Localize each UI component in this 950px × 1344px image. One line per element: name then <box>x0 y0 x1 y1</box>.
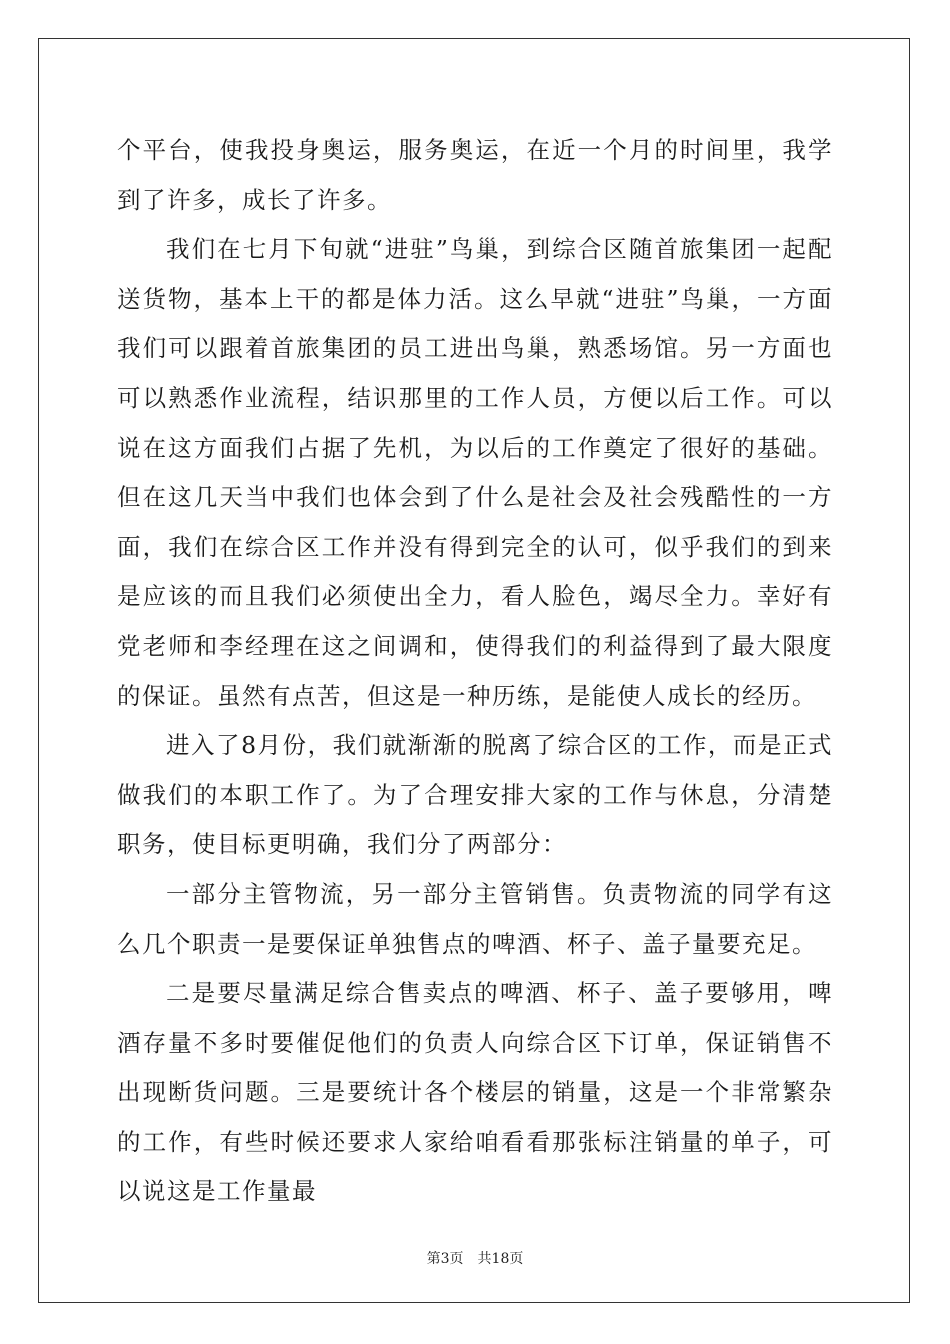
document-body <box>117 126 833 1217</box>
paragraph-5: 二是要尽量满足综合售卖点的啤酒、杯子、盖子要够用，啤酒存量不多时要催促他们的负责人向综合区下订单，保证销售不出现断货问题。三是要统计各个楼层的销量，这是一个非常繁杂的工作，有些时候还要求人家给咱看看那张标注销量的单子，可以说这是工作量最 <box>117 979 833 1206</box>
paragraph-2: 我们在七月下旬就“进驻”鸟巢，到综合区随首旅集团一起配送货物，基本上干的都是体力活。这么早就“进驻”鸟巢，一方面我们可以跟着首旅集团的员工进出鸟巢，熟悉场馆。另一方面也可以熟悉作业流程，结识那里的工作人员，方便以后工作。可以说在这方面我们占据了先机，为以后的工作奠定了很好的基础。但在这几天当中我们也体会到了什么是社会及社会残酷性的一方面，我们在综合区工作并没有得到完全的认可，似乎我们的到来是应该的而且我们必须使出全力，看人脸色，竭尽全力。幸好有党老师和李经理在这之间调和，使得我们的利益得到了最大限度的保证。虽然有点苦，但这是一种历练，是能使人成长的经历。 <box>117 235 833 710</box>
paragraph-4: 一部分主管物流，另一部分主管销售。负责物流的同学有这么几个职责一是要保证单独售点的啤酒、杯子、盖子量要充足。 <box>117 879 833 958</box>
page-footer <box>0 1248 950 1268</box>
paragraph-1: 个平台，使我投身奥运，服务奥运，在近一个月的时间里，我学到了许多，成长了许多。 <box>117 136 833 214</box>
page-total: 共18页 <box>477 1251 524 1267</box>
page-number: 第3页 <box>426 1251 464 1267</box>
paragraph-3: 进入了8月份，我们就渐渐的脱离了综合区的工作，而是正式做我们的本职工作了。为了合理安排大家的工作与休息，分清楚职务，使目标更明确，我们分了两部分： <box>117 731 833 859</box>
